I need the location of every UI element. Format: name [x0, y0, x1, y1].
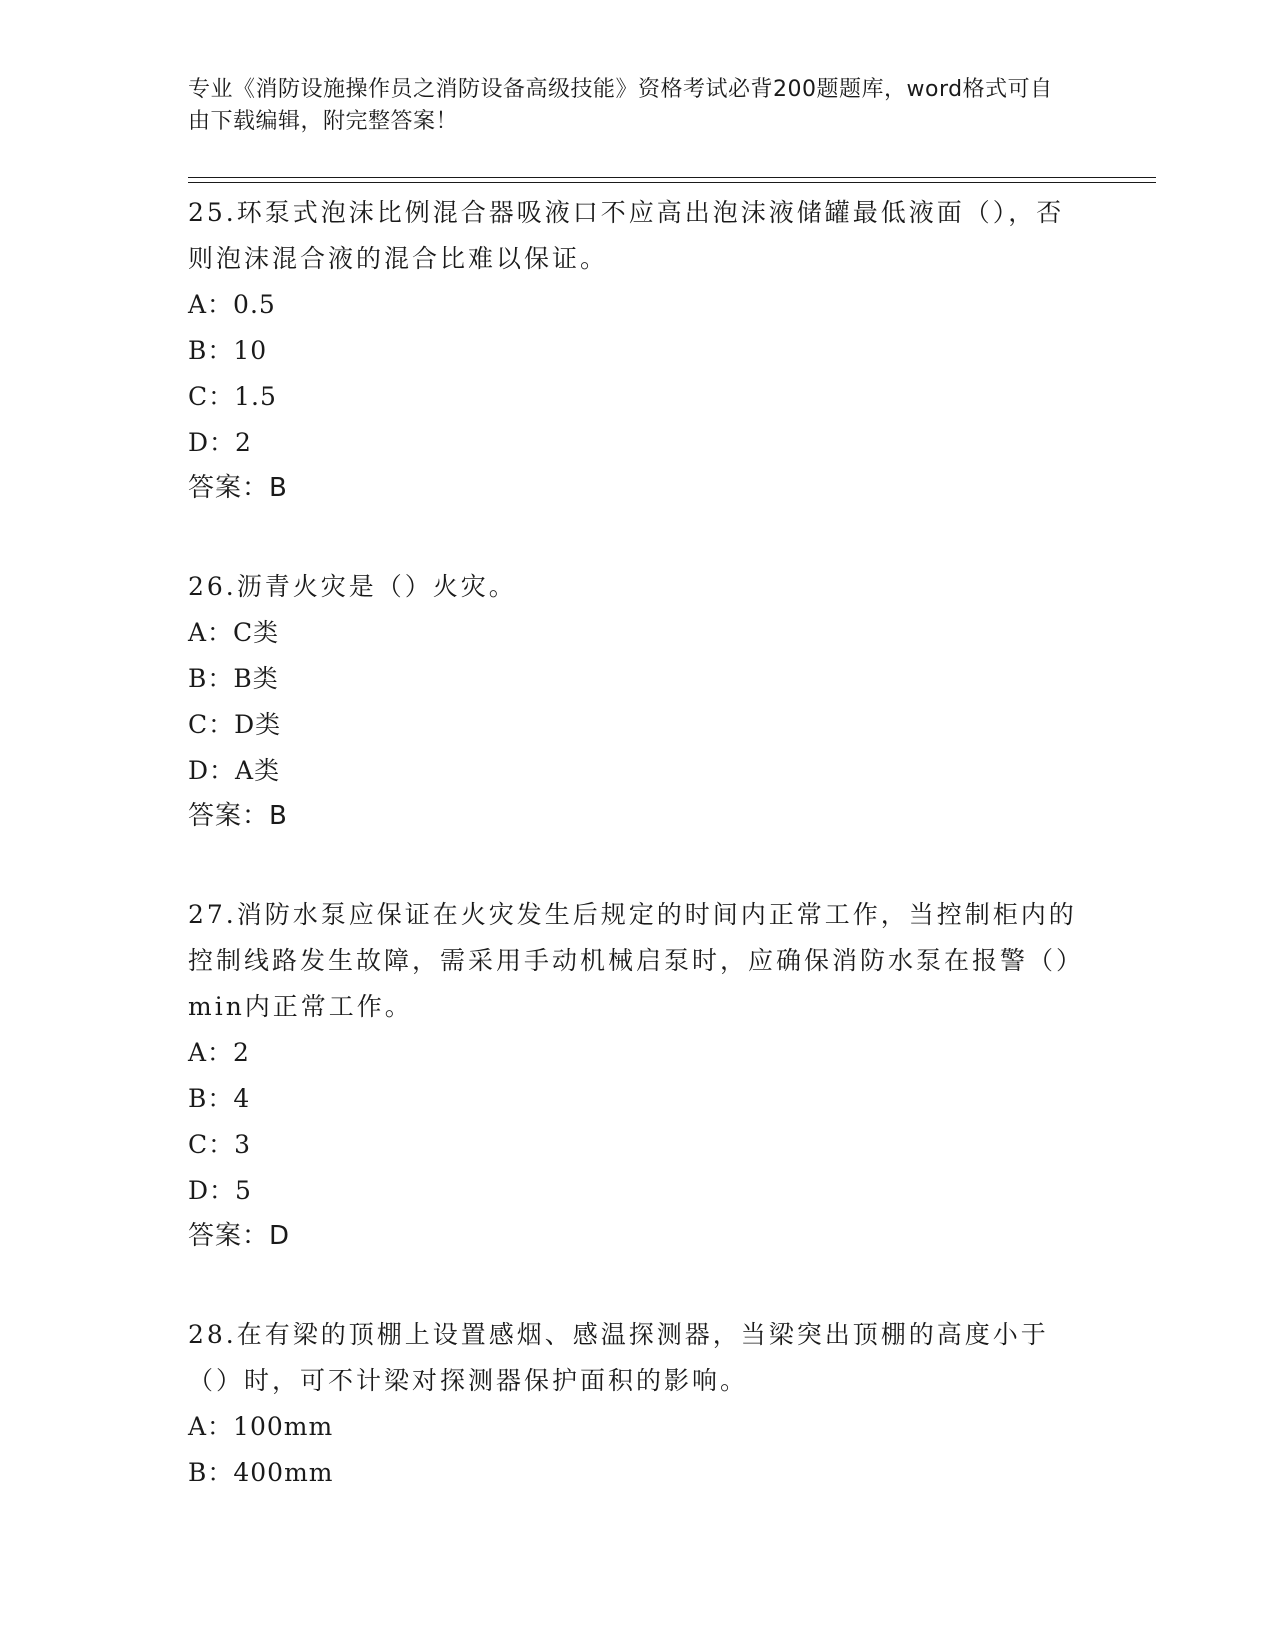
header-rule-bottom — [188, 182, 1156, 183]
question-list — [188, 190, 1088, 1550]
option-a: A：0.5 — [188, 290, 276, 319]
option-b: B：B类 — [188, 664, 279, 693]
option-b: B：10 — [188, 336, 268, 365]
option-a: A：C类 — [188, 618, 280, 647]
option-a: A：100mm — [188, 1412, 334, 1441]
answer: 答案：B — [188, 801, 288, 831]
question-26 — [188, 564, 1088, 838]
answer: 答案：B — [188, 473, 288, 503]
header-rule-top — [188, 177, 1156, 178]
question-text: 28.在有梁的顶棚上设置感烟、感温探测器，当梁突出顶棚的高度小于（）时，可不计梁对探测器保护面积的影响。 — [188, 1320, 1049, 1395]
question-25 — [188, 190, 1088, 510]
answer: 答案：D — [188, 1221, 291, 1251]
question-28 — [188, 1312, 1088, 1496]
option-b: B：400mm — [188, 1458, 334, 1487]
option-c: C：3 — [188, 1130, 252, 1159]
option-c: C：1.5 — [188, 382, 277, 411]
question-27 — [188, 892, 1088, 1258]
option-d: D：A类 — [188, 756, 281, 785]
document-header: 专业《消防设施操作员之消防设备高级技能》资格考试必背200题题库，word格式可自由下载编辑，附完整答案！ — [188, 77, 1053, 134]
option-d: D：2 — [188, 428, 252, 457]
option-a: A：2 — [188, 1038, 250, 1067]
question-text: 25.环泵式泡沫比例混合器吸液口不应高出泡沫液储罐最低液面（），否则泡沫混合液的混合比难以保证。 — [188, 198, 1065, 273]
option-d: D：5 — [188, 1176, 252, 1205]
option-c: C：D类 — [188, 710, 282, 739]
option-b: B：4 — [188, 1084, 251, 1113]
question-text: 26.沥青火灾是（）火灾。 — [188, 572, 517, 601]
question-text: 27.消防水泵应保证在火灾发生后规定的时间内正常工作，当控制柜内的控制线路发生故障，需采用手动机械启泵时，应确保消防水泵在报警（）min内正常工作。 — [188, 900, 1085, 1021]
